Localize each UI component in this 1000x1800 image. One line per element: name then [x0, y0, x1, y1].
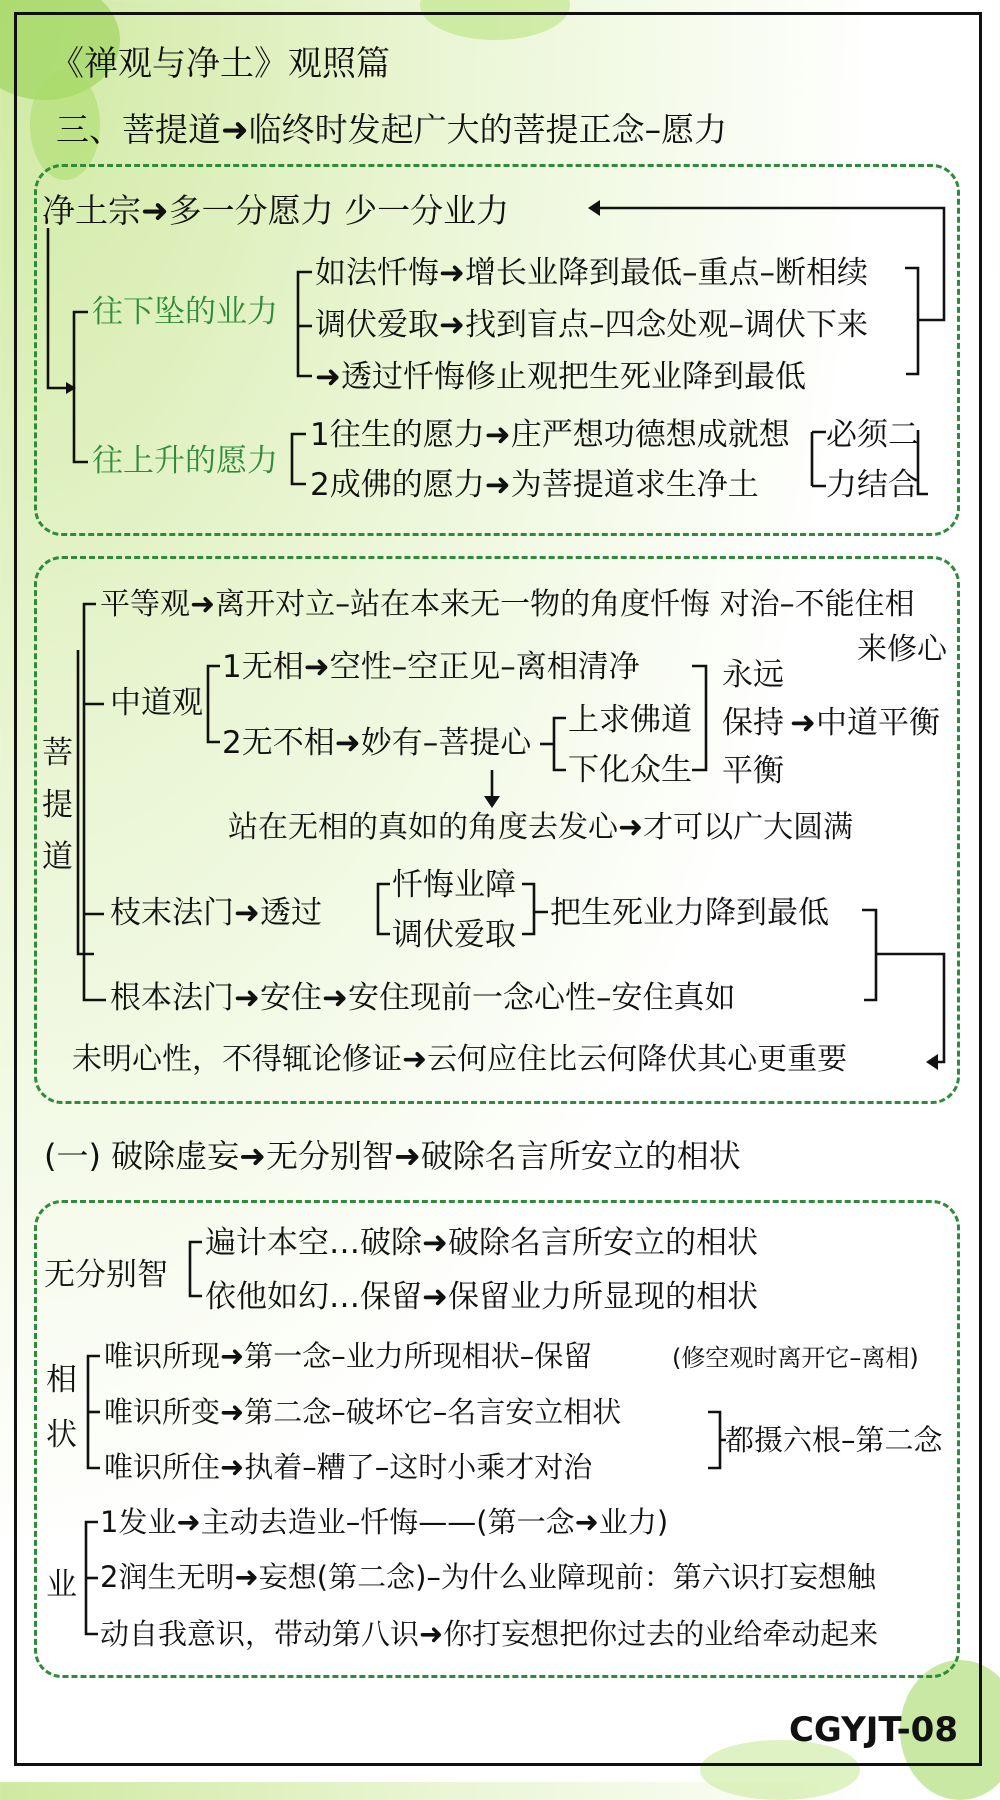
bodhi-side-char-2: 提 [42, 787, 73, 823]
branch-method-label: 枝末法门➜透过 [110, 895, 322, 931]
down-item-1: 如法忏悔➜增长业降到最低–重点–断相续 [315, 255, 868, 291]
karma-item-2: 2润生无明➜妄想(第二念)–为什么业障现前：第六识打妄想触 [100, 1560, 876, 1594]
connector-branch-right [522, 884, 548, 934]
combine-text-1: 必须二 [826, 417, 919, 453]
middle-item-1: 1无相➜空性–空正见–离相清净 [222, 649, 640, 685]
wisdom-item-2: 依他如幻…保留➜保留业力所显现的相状 [205, 1279, 758, 1315]
middle-balance: ➜中道平衡 [790, 705, 940, 741]
up-vow-label: 往上升的愿力 [92, 443, 278, 479]
connector-arrowhead [484, 796, 500, 808]
bodhi-down: 下化众生 [568, 752, 692, 788]
middle-view-label: 中道观 [110, 685, 203, 721]
connector-up-items-bracket [292, 434, 306, 484]
branch-result: 把生死业力降到最低 [550, 895, 829, 931]
connector-arrowhead [588, 200, 600, 216]
connector-bodhi-mind-bracket [554, 718, 566, 770]
connector-bodhi-trunk [78, 650, 94, 954]
connector-down-right-bracket [905, 268, 918, 374]
keep-1: 永远 [722, 657, 784, 693]
down-item-3: ➜透过忏悔修止观把生死业降到最低 [315, 359, 806, 395]
subsection-heading: (一) 破除虚妄➜无分别智➜破除名言所安立的相状 [44, 1137, 741, 1175]
xiang-side-char-2: 状 [46, 1417, 77, 1453]
wisdom-item-1: 遍计本空…破除➜破除名言所安立的相状 [205, 1225, 758, 1261]
consciousness-dwell: 唯识所住➜执着–糟了–这时小乘才对治 [104, 1450, 593, 1484]
branch-item-1: 忏悔业障 [392, 867, 516, 903]
aspiration-line: 站在无相的真如的角度去发心➜才可以广大圆满 [228, 810, 854, 845]
connector-branch-left [378, 884, 390, 934]
up-item-2: 2成佛的愿力➜为菩提道求生净土 [310, 467, 759, 503]
page-code: CGYJT-08 [788, 1710, 958, 1750]
connector-arrowhead [926, 1054, 938, 1070]
pure-land-main: 净土宗➜多一分愿力 少一分业力 [42, 191, 510, 230]
connector-bodhi-top [84, 604, 106, 1000]
consciousness-appear-note: (修空观时离开它–离相) [672, 1344, 919, 1372]
karma-item-1: 1发业➜主动去造业–忏悔——(第一念➜业力) [100, 1505, 669, 1539]
connector-branch-return [876, 954, 944, 1062]
connector-down-up-bracket [74, 312, 88, 462]
connector-senses-bracket [708, 1412, 726, 1468]
up-item-1: 1往生的愿力➜庄严想功德想成就想 [310, 417, 790, 453]
wisdom-label: 无分别智 [44, 1257, 168, 1293]
branch-item-2: 调伏爱取 [392, 917, 516, 953]
connector-down-items-bracket [298, 272, 312, 376]
down-item-2: 调伏爱取➜找到盲点–四念处观–调伏下来 [315, 307, 868, 343]
keep-3: 平衡 [722, 753, 784, 789]
six-senses: 都摄六根–第二念 [725, 1423, 943, 1457]
connector-branch-result-right [862, 910, 876, 1000]
equal-view-tail: 来修心 [857, 632, 947, 667]
middle-item-2: 2无不相➜妙有–菩提心 [222, 725, 532, 761]
connector-middle-bracket [208, 666, 220, 742]
section-heading: 三、菩提道➜临终时发起广大的菩提正念–愿力 [56, 110, 728, 149]
bodhi-side-char-1: 菩 [42, 735, 73, 771]
combine-text-2: 力结合 [826, 467, 919, 503]
karma-item-3: 动自我意识，带动第八识➜你打妄想把你过去的业给牵动起来 [100, 1617, 879, 1651]
xiang-side-char-1: 相 [46, 1362, 77, 1398]
consciousness-change: 唯识所变➜第二念–破坏它–名言安立相状 [104, 1395, 622, 1429]
conclusion-line: 未明心性，不得辄论修证➜云何应住比云何降伏其心更重要 [72, 1042, 848, 1077]
karma-side-char: 业 [46, 1567, 77, 1603]
bodhi-side-char-3: 道 [42, 839, 73, 875]
connector-wisdom-bracket [190, 1242, 202, 1296]
down-karma-label: 往下坠的业力 [92, 294, 278, 330]
connector-keep-bracket [692, 666, 706, 770]
equal-view: 平等观➜离开对立–站在本来无一物的角度忏悔 对治–不能住相 [100, 587, 915, 622]
consciousness-appear: 唯识所现➜第一念–业力所现相状–保留 [104, 1339, 593, 1373]
bodhi-up: 上求佛道 [568, 702, 692, 738]
keep-2: 保持 [722, 705, 784, 741]
page-title: 《禅观与净土》观照篇 [50, 44, 390, 84]
connector-combine-bracket [812, 432, 826, 486]
connector-combine-right [918, 430, 928, 494]
connector-left-trunk [48, 228, 66, 388]
connector-return [600, 208, 944, 320]
root-method: 根本法门➜安住➜安住现前一念心性–安住真如 [110, 980, 736, 1016]
